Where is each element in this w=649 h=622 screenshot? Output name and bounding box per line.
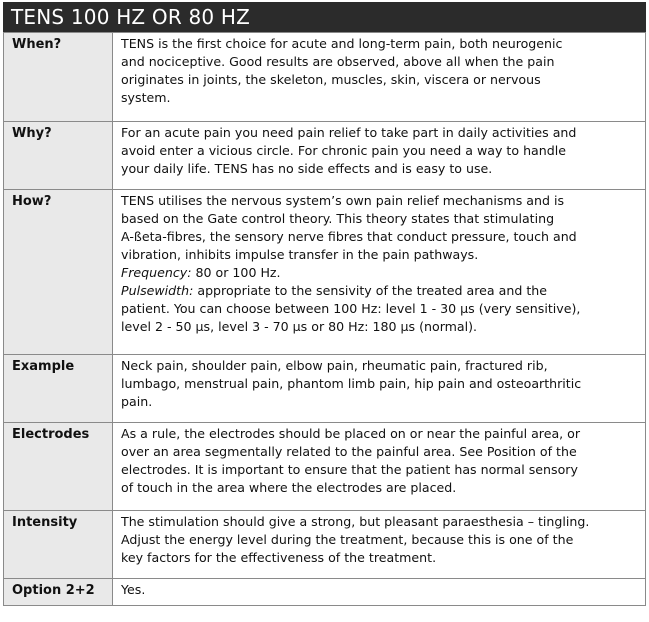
text-line: system. [121, 90, 171, 105]
row-label-intensity: Intensity [4, 511, 113, 579]
pulsewidth-label: Pulsewidth: [121, 283, 194, 298]
frequency-line [121, 264, 637, 282]
table-row-intensity [4, 511, 646, 579]
text-line: and nociceptive. Good results are observed, above all when the pain [121, 54, 555, 69]
card-title: TENS 100 HZ OR 80 HZ [3, 2, 646, 32]
text-line: avoid enter a vicious circle. For chronic pain you need a way to handle [121, 143, 566, 158]
row-content-electrodes [113, 423, 646, 511]
row-content-intensity [113, 511, 646, 579]
row-content-example [113, 355, 646, 423]
row-label-when: When? [4, 33, 113, 122]
tens-info-card [3, 2, 646, 606]
text-line: Yes. [121, 582, 146, 597]
text-line: of touch in the area where the electrodes are placed. [121, 480, 457, 495]
pulsewidth-line [121, 282, 637, 300]
text-line: originates in joints, the skeleton, muscles, skin, viscera or nervous [121, 72, 541, 87]
text-line: For an acute pain you need pain relief to take part in daily activities and [121, 125, 577, 140]
table-row-how [4, 190, 646, 355]
text-line: vibration, inhibits impulse transfer in the pain pathways. [121, 247, 479, 262]
table-row-why [4, 122, 646, 190]
text-line: key factors for the effectiveness of the treatment. [121, 550, 437, 565]
row-content-when [113, 33, 646, 122]
text-line: TENS utilises the nervous system’s own pain relief mechanisms and is [121, 193, 565, 208]
text-line: patient. You can choose between 100 Hz: level 1 - 30 µs (very sensitive), [121, 301, 581, 316]
text-line: The stimulation should give a strong, but pleasant paraesthesia – tingling. [121, 514, 590, 529]
text-line: based on the Gate control theory. This theory states that stimulating [121, 211, 555, 226]
frequency-value: 80 or 100 Hz. [191, 265, 281, 280]
row-content-how [113, 190, 646, 355]
table-row-when [4, 33, 646, 122]
text-line: your daily life. TENS has no side effects and is easy to use. [121, 161, 493, 176]
table-row-example [4, 355, 646, 423]
text-line: over an area segmentally related to the painful area. See Position of the [121, 444, 577, 459]
text-line: Adjust the energy level during the treatment, because this is one of the [121, 532, 574, 547]
text-line: electrodes. It is important to ensure that the patient has normal sensory [121, 462, 578, 477]
row-content-why [113, 122, 646, 190]
text-line: level 2 - 50 µs, level 3 - 70 µs or 80 Hz: 180 µs (normal). [121, 319, 478, 334]
row-label-why: Why? [4, 122, 113, 190]
info-table [3, 32, 646, 606]
table-row-electrodes [4, 423, 646, 511]
text-line: A-ßeta-fibres, the sensory nerve fibres that conduct pressure, touch and [121, 229, 577, 244]
row-content-option [113, 579, 646, 606]
row-label-electrodes: Electrodes [4, 423, 113, 511]
text-line: pain. [121, 394, 153, 409]
text-line: Neck pain, shoulder pain, elbow pain, rheumatic pain, fractured rib, [121, 358, 548, 373]
table-row-option [4, 579, 646, 606]
row-label-how: How? [4, 190, 113, 355]
row-label-example: Example [4, 355, 113, 423]
text-line: TENS is the first choice for acute and long-term pain, both neurogenic [121, 36, 563, 51]
pulsewidth-text: appropriate to the sensivity of the treated area and the [193, 283, 548, 298]
text-line: lumbago, menstrual pain, phantom limb pain, hip pain and osteoarthritic [121, 376, 582, 391]
text-line: As a rule, the electrodes should be placed on or near the painful area, or [121, 426, 581, 441]
row-label-option: Option 2+2 [4, 579, 113, 606]
frequency-label: Frequency: [121, 265, 192, 280]
